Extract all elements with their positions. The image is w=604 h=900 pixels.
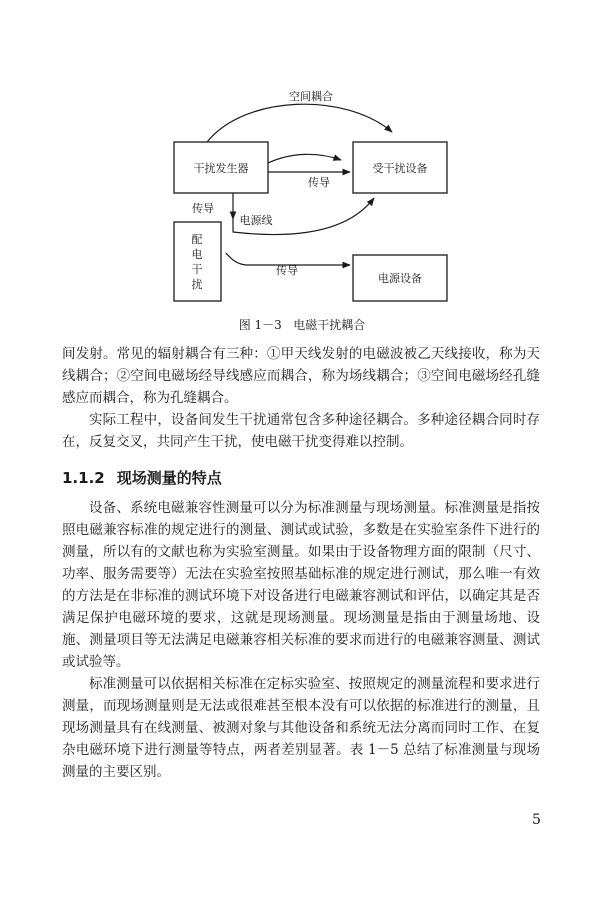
label-power-interference-3: 干	[191, 263, 203, 276]
label-power-interference-2: 电	[191, 248, 203, 261]
radiated-arrow	[268, 154, 341, 163]
label-power-line: 电源线	[239, 214, 273, 227]
section-number: 1.1.2	[62, 469, 105, 487]
label-power-interference-1: 配	[191, 233, 203, 246]
section-heading	[62, 467, 542, 488]
emi-coupling-diagram	[0, 0, 604, 330]
label-space-coupling: 空间耦合	[289, 90, 333, 103]
label-power-interference-4: 扰	[191, 278, 203, 291]
paragraph-measurement-types: 设备、系统电磁兼容性测量可以分为标准测量与现场测量。标准测量是指按照电磁兼容标准的规定进行的测量、测试或试验，多数是在实验室条件下进行的测量，所以有的文献也称为实验室测量。如果由于设备物理方面的限制（尺寸、功率、服务需要等）无法在实验室按照基础标准的规定进行测试，那么唯一有效的方法是在非标准的测试环境下对设备进行电磁兼容测试和评估，以确定其是否满足保护电磁环境的要求，这就是现场测量。现场测量是指由于测量场地、设施、测量项目等无法满足电磁兼容相关标准的要求而进行的电磁兼容测量、测试或试验等。	[62, 500, 540, 670]
label-conduction-bottom: 传导	[276, 264, 298, 277]
page-number: 5	[532, 812, 541, 828]
label-conduction-left: 传导	[192, 202, 214, 215]
section-title: 现场测量的特点	[116, 469, 222, 487]
paragraph-differences: 标准测量可以依据相关标准在定标实验室、按照规定的测量流程和要求进行测量，而现场测量则是无法或很难甚至根本没有可以依据的标准进行的测量，且现场测量具有在线测量、被测对象与其他设备和系统无法分离而同时工作、在复杂电磁环境下进行测量等特点，两者差别显著。表 1－5 总结了标准测量与现场测量的主要区别。	[62, 676, 540, 780]
figure-caption-text: 电磁干扰耦合	[293, 318, 366, 332]
figure-caption	[0, 316, 604, 333]
paragraph-radiated-coupling: 间发射。常见的辐射耦合有三种：①甲天线发射的电磁波被乙天线接收，称为天线耦合；②空间电磁场经导线感应而耦合，称为场线耦合；③空间电磁场经孔缝感应而耦合，称为孔缝耦合。	[62, 346, 540, 406]
label-interference-generator: 干扰发生器	[193, 162, 249, 175]
paragraph-multipath-coupling: 实际工程中，设备间发生干扰通常包含多种途径耦合。多种途径耦合同时存在，反复交叉，共同产生干扰，使电磁干扰变得难以控制。	[62, 412, 540, 450]
figure-caption-number: 图 1－3	[238, 318, 282, 332]
label-conduction-top: 传导	[308, 176, 330, 189]
label-power-device: 电源设备	[378, 272, 422, 285]
label-victim-device: 受干扰设备	[372, 162, 428, 175]
space-coupling-arrow	[207, 104, 392, 142]
